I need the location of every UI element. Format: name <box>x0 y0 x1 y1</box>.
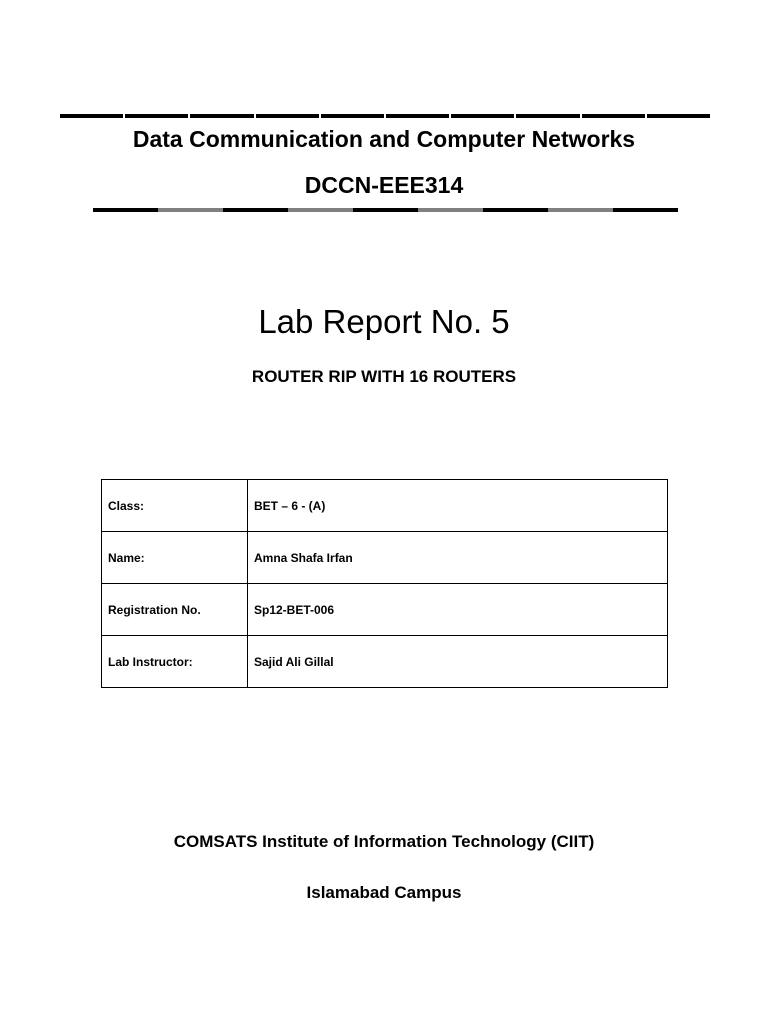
table-row <box>102 532 668 584</box>
rule-segment-gray <box>158 208 223 212</box>
name-value: Amna Shafa Irfan <box>248 532 668 584</box>
rule-segment <box>125 114 188 118</box>
bottom-rule <box>93 208 678 212</box>
rule-segment-dark <box>483 208 548 212</box>
rule-segment <box>190 114 253 118</box>
rule-segment-dark <box>613 208 678 212</box>
rule-segment <box>647 114 710 118</box>
name-label: Name: <box>102 532 248 584</box>
rule-segment <box>256 114 319 118</box>
registration-label: Registration No. <box>102 584 248 636</box>
class-label: Class: <box>102 480 248 532</box>
registration-value: Sp12-BET-006 <box>248 584 668 636</box>
rule-segment <box>516 114 579 118</box>
rule-segment-dark <box>223 208 288 212</box>
instructor-value: Sajid Ali Gillal <box>248 636 668 688</box>
institute-name: COMSATS Institute of Information Technology (CIIT) <box>173 832 595 851</box>
rule-segment-dark <box>93 208 158 212</box>
rule-segment-dark <box>353 208 418 212</box>
course-code: DCCN-EEE314 <box>304 172 464 198</box>
instructor-label: Lab Instructor: <box>102 636 248 688</box>
table-row <box>102 584 668 636</box>
course-title: Data Communication and Computer Networks <box>132 126 636 152</box>
class-value: BET – 6 - (A) <box>248 480 668 532</box>
campus-name: Islamabad Campus <box>306 883 462 902</box>
rule-segment <box>451 114 514 118</box>
report-title: Lab Report No. 5 <box>258 303 510 340</box>
top-rule <box>60 114 710 118</box>
report-subtitle: ROUTER RIP WITH 16 ROUTERS <box>251 367 517 386</box>
rule-segment-gray <box>548 208 613 212</box>
rule-segment <box>582 114 645 118</box>
info-table <box>101 479 668 688</box>
rule-segment <box>321 114 384 118</box>
rule-segment <box>60 114 123 118</box>
rule-segment-gray <box>418 208 483 212</box>
rule-segment-gray <box>288 208 353 212</box>
table-row <box>102 636 668 688</box>
table-row <box>102 480 668 532</box>
rule-segment <box>386 114 449 118</box>
